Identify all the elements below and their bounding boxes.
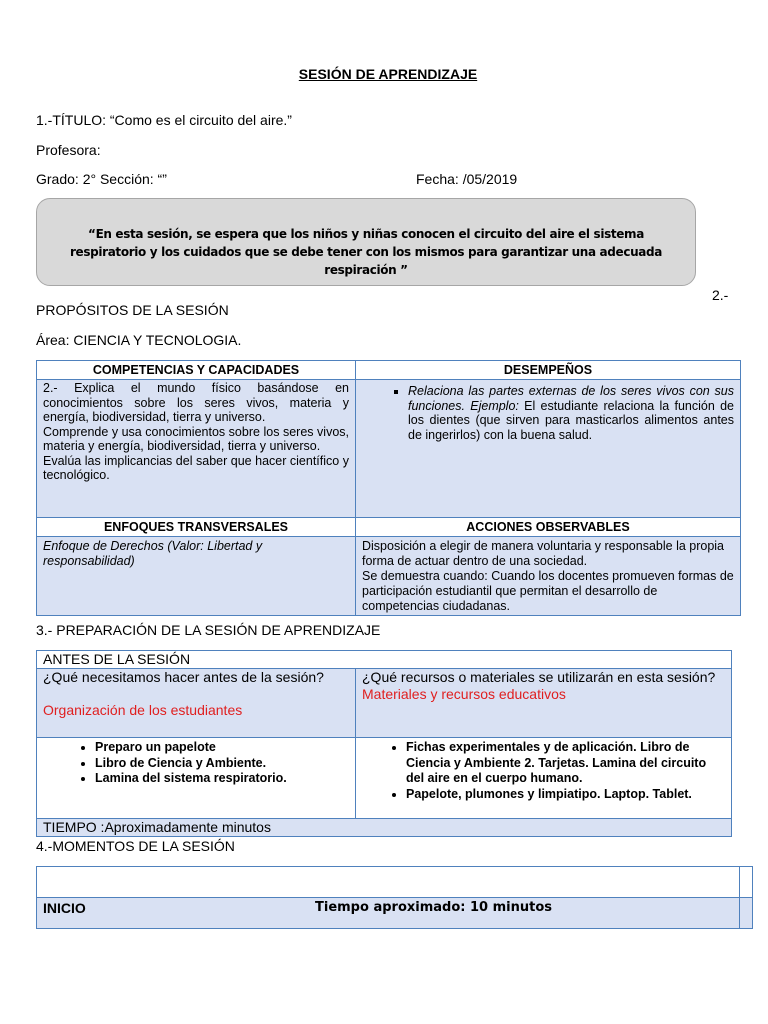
antes-header: ANTES DE LA SESIÓN (37, 651, 732, 669)
acciones-header: ACCIONES OBSERVABLES (356, 518, 741, 537)
inicio-tiempo: Tiempo aproximado: 10 minutos (315, 900, 553, 915)
list-item: • Preparo un papelote (95, 740, 349, 756)
session-expectation-box (36, 198, 696, 286)
list-item: • Lamina del sistema respiratorio. (95, 771, 349, 787)
list-item: • Libro de Ciencia y Ambiente. (95, 756, 349, 772)
question-2: ¿Qué recursos o materiales se utilizarán en esta sesión? (362, 669, 716, 685)
question-1-cell (37, 669, 356, 738)
momentos-side-cell (740, 898, 753, 929)
enfoque-cell: Enfoque de Derechos (Valor: Libertad y responsabilidad) (37, 537, 356, 616)
grado-seccion-line: Grado: 2° Sección: “” (36, 171, 167, 187)
desempeno-item (408, 384, 734, 442)
capacidad-text: Comprende y usa conocimientos sobre los seres vivos, materia y energía, biodiversidad, tierra y universo. (43, 424, 349, 453)
left-items-cell (37, 738, 356, 819)
area-line: Área: CIENCIA Y TECNOLOGIA. (36, 332, 242, 348)
momentos-side-cell (740, 867, 753, 898)
list-item: • Fichas experimentales y de aplicación. Libro de Ciencia y Ambiente 2. Tarjetas. Lamina del circuito del aire en el cuerpo humano. (406, 740, 725, 787)
competencia-text: 2.- Explica el mundo físico basándose en conocimientos sobre los seres vivos, materia y energía, biodiversidad, tierra y universo. (43, 381, 349, 424)
momentos-table (36, 866, 753, 929)
inicio-row (37, 898, 740, 929)
desempenos-header: DESEMPEÑOS (356, 361, 741, 380)
page-title: SESIÓN DE APRENDIZAJE (298, 66, 478, 82)
capacidad-text: Evalúa las implicancias del saber que hacer científico y tecnológico. (43, 453, 349, 482)
accion-text: Se demuestra cuando: Cuando los docentes promueven formas de participación estudiantil que permitan el desarrollo de competencias ciudadanas. (362, 569, 734, 613)
profesora-line: Profesora: (36, 142, 101, 158)
tiempo-row: TIEMPO :Aproximadamente minutos (37, 819, 732, 837)
inicio-label: INICIO (43, 900, 86, 916)
desempeno-italic: Relaciona las partes externas de los seres vivos con sus funciones. Ejemplo: (408, 384, 734, 413)
question-1-answer: Organización de los estudiantes (43, 702, 243, 718)
momentos-empty-row (37, 867, 740, 898)
desempeno-rest: El estudiante relaciona la función de los dientes (que sirven para masticarlos alimentos antes de ingerirlos) con la buena salud. (408, 398, 734, 442)
right-items-cell (356, 738, 732, 819)
question-1: ¿Qué necesitamos hacer antes de la sesión? (43, 669, 324, 685)
question-2-cell (356, 669, 732, 738)
desempenos-cell (356, 380, 741, 518)
titulo-line: 1.-TÍTULO: “Como es el circuito del aire.” (36, 112, 292, 128)
propositos-table (36, 360, 741, 616)
right-items-list (362, 740, 725, 802)
question-2-answer: Materiales y recursos educativos (362, 686, 566, 702)
fecha-line: Fecha: /05/2019 (416, 171, 518, 187)
enfoques-header: ENFOQUES TRANSVERSALES (37, 518, 356, 537)
list-item: • Papelote, plumones y limpiatipo. Laptop. Tablet. (406, 787, 725, 803)
acciones-cell (356, 537, 741, 616)
competencias-header: COMPETENCIAS Y CAPACIDADES (37, 361, 356, 380)
propositos-title: PROPÓSITOS DE LA SESIÓN (36, 302, 229, 318)
preparacion-table (36, 650, 732, 837)
session-expectation-text: “En esta sesión, se espera que los niños y niñas conocen el circuito del aire el sistema respiratorio y los cuidados que se debe tener con los mismos para garantizar una adecuada respiración ” (69, 227, 663, 277)
left-items-list (43, 740, 349, 787)
section-2-number: 2.- (712, 287, 729, 303)
accion-text: Disposición a elegir de manera voluntaria y responsable la propia forma de actuar dentro de una sociedad. (362, 539, 725, 568)
competencias-cell (37, 380, 356, 518)
section-4-title: 4.-MOMENTOS DE LA SESIÓN (36, 838, 235, 854)
desempenos-list (362, 384, 734, 442)
section-3-title: 3.- PREPARACIÓN DE LA SESIÓN DE APRENDIZAJE (36, 622, 381, 638)
